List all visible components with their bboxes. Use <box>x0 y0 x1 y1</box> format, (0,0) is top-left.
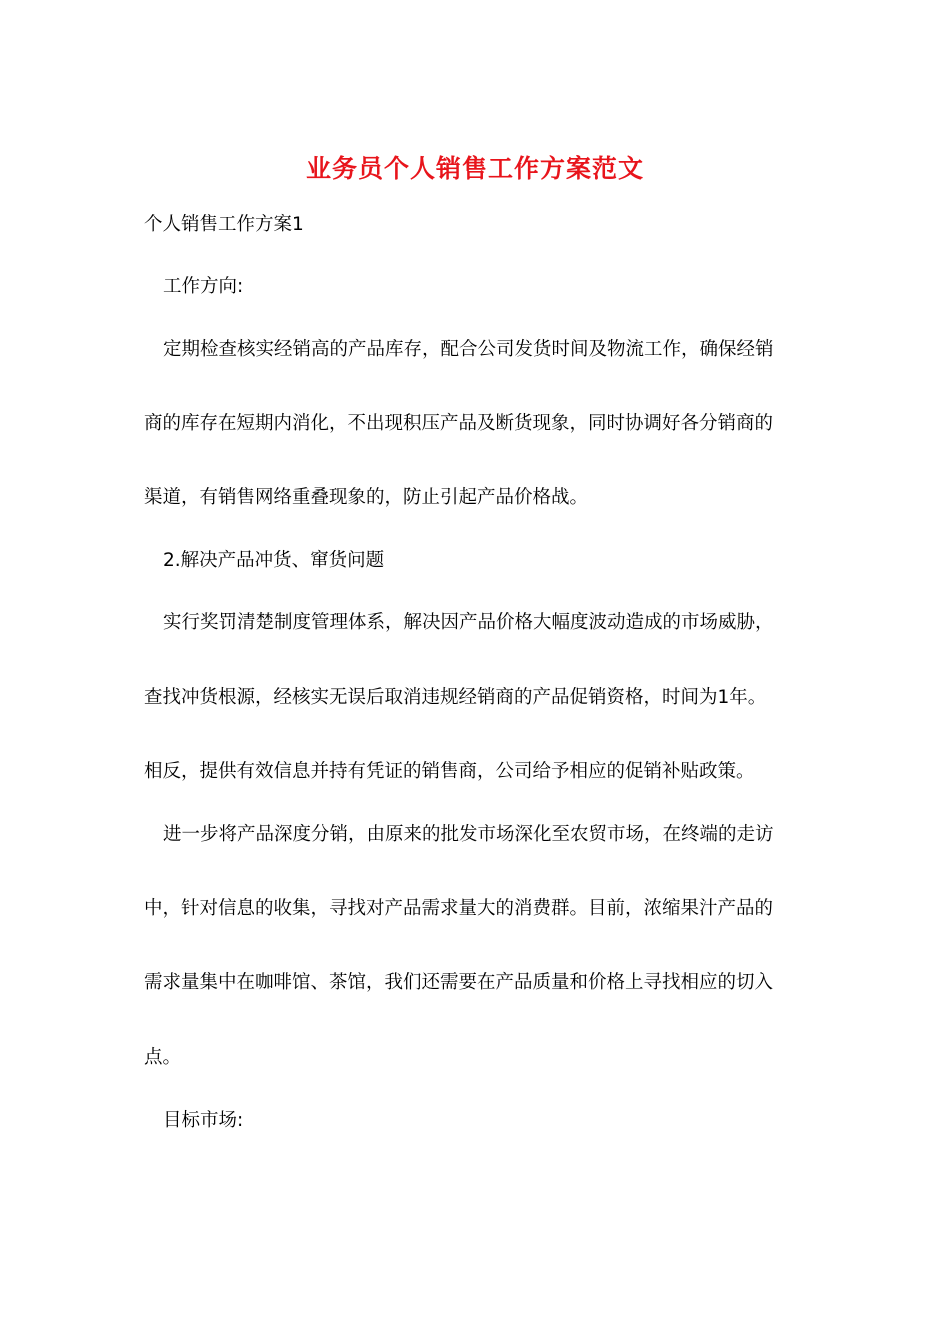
paragraph-line: 查找冲货根源，经核实无误后取消违规经销商的产品促销资格，时间为1年。 <box>144 687 767 708</box>
paragraph-line: 相反，提供有效信息并持有凭证的销售商，公司给予相应的促销补贴政策。 <box>144 761 755 782</box>
numbered-heading: 2.解决产品冲货、窜货问题 <box>163 550 385 571</box>
paragraph-line: 实行奖罚清楚制度管理体系，解决因产品价格大幅度波动造成的市场威胁， <box>163 612 774 633</box>
paragraph-line: 商的库存在短期内消化，不出现积压产品及断货现象，同时协调好各分销商的 <box>144 413 774 434</box>
paragraph-label: 目标市场: <box>163 1110 244 1131</box>
paragraph-line: 需求量集中在咖啡馆、茶馆，我们还需要在产品质量和价格上寻找相应的切入 <box>144 972 774 993</box>
paragraph-label: 工作方向: <box>163 276 244 297</box>
paragraph-line: 点。 <box>144 1047 182 1068</box>
paragraph-line: 渠道，有销售网络重叠现象的，防止引起产品价格战。 <box>144 487 589 508</box>
section-heading: 个人销售工作方案1 <box>144 214 304 235</box>
paragraph-line: 定期检查核实经销高的产品库存，配合公司发货时间及物流工作，确保经销 <box>163 339 774 360</box>
paragraph-line: 进一步将产品深度分销，由原来的批发市场深化至农贸市场，在终端的走访 <box>163 824 774 845</box>
document-title: 业务员个人销售工作方案范文 <box>305 154 644 183</box>
paragraph-line: 中，针对信息的收集，寻找对产品需求量大的消费群。目前，浓缩果汁产品的 <box>144 898 774 919</box>
